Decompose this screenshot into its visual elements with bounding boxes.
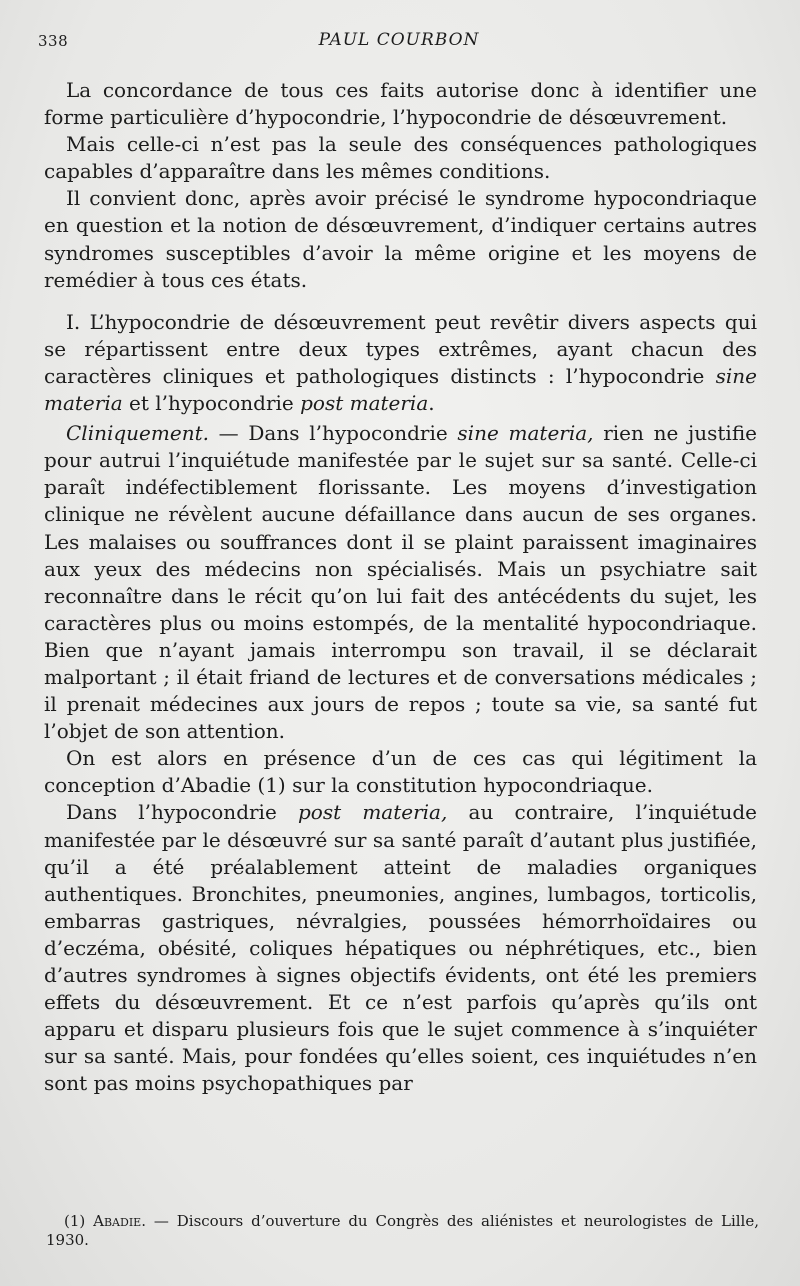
subheading-cliniquement: Cliniquement.	[66, 421, 209, 446]
section-one-text-a: I. L’hypocondrie de désœuvrement peut revêtir divers aspects qui se répartissent entre deux types extrêmes, ayant chacun des caractères cliniques et pathologiques distincts : l’hypocondrie	[44, 309, 757, 388]
paragraph-concordance: La concordance de tous ces faits autorise donc à identifier une forme particulière d’hypocondrie, l’hypocondrie de désœuvrement.	[44, 78, 757, 130]
running-head: PAUL COURBON	[318, 30, 480, 50]
term-post-materia: post materia	[300, 391, 429, 416]
section-one-text-c: .	[428, 391, 435, 416]
paragraph-syndromes: Il convient donc, après avoir précisé le syndrome hypocondriaque en question et la notion de désœuvrement, d’indiquer certains autres syndromes susceptibles d’avoir la même origine et les moyens de remédier à tous ces états.	[44, 186, 757, 292]
paragraph-cliniquement	[44, 420, 757, 745]
term-post-materia-2: post materia,	[297, 800, 448, 825]
body-text	[44, 77, 757, 1097]
paragraph-post-materia	[44, 799, 757, 1097]
page-number: 338	[38, 32, 69, 50]
cliniquement-text-a: — Dans l’hypocondrie	[208, 421, 458, 446]
footnote-author: Abadie.	[93, 1212, 146, 1230]
term-sine-materia: sine materia	[44, 363, 757, 416]
footnote	[46, 1212, 759, 1250]
paragraph-section-one	[44, 309, 757, 417]
term-sine-materia-2: sine materia,	[457, 421, 594, 446]
page-header	[38, 30, 760, 54]
footnote-marker: (1)	[64, 1212, 94, 1230]
cliniquement-text-b: rien ne justifie pour autrui l’inquiétude manifestée par le sujet sur sa santé. Celle-ci paraît indéfectiblement florissante. Les moyens d’investigation clinique ne révèlent aucune défaillance dans aucun de ses organes. Les malaises ou souffrances dont il se plaint paraissent imaginaires aux yeux des médecins non spécialisés. Mais un psychiatre sait reconnaître dans le récit qu’on lui fait des antécédents du sujet, les caractères plus ou moins estompés, de la mentalité hypocondriaque. Bien que n’ayant jamais interrompu son travail, il se déclarait malportant ; il était friand de lectures et de conversations médicales ; il prenait médecines aux jours de repos ; toute sa vie, sa santé fut l’objet de son attention.	[44, 421, 757, 744]
post-materia-text-a: Dans l’hypocondrie	[66, 800, 298, 825]
paragraph-consequences: Mais celle-ci n’est pas la seule des conséquences pathologiques capables d’apparaître dans les mêmes conditions.	[44, 132, 757, 184]
post-materia-text-b: au contraire, l’inquiétude manifestée par le désœuvré sur sa santé paraît d’autant plus justifiée, qu’il a été préalablement atteint de maladies organiques authentiques. Bronchites, pneumonies, angines, lumbagos, torticolis, embarras gastriques, névralgies, poussées hémorrhoïdaires ou d’eczéma, obésité, coliques hépatiques ou néphrétiques, etc., bien d’autres syndromes à signes objectifs évidents, ont été les premiers effets du désœuvrement. Et ce n’est parfois qu’après qu’ils ont apparu et disparu plusieurs fois que le sujet commence à s’inquiéter sur sa santé. Mais, pour fondées qu’elles soient, ces inquiétudes n’en sont pas moins psychopathiques par	[44, 800, 757, 1096]
paragraph-abadie: On est alors en présence d’un de ces cas qui légitiment la conception d’Abadie (1) sur la constitution hypocondriaque.	[44, 746, 757, 798]
footnote-text: — Discours d’ouverture du Congrès des aliénistes et neurologistes de Lille, 1930.	[46, 1212, 760, 1249]
section-one-text-b: et l’hypocondrie	[122, 391, 301, 416]
